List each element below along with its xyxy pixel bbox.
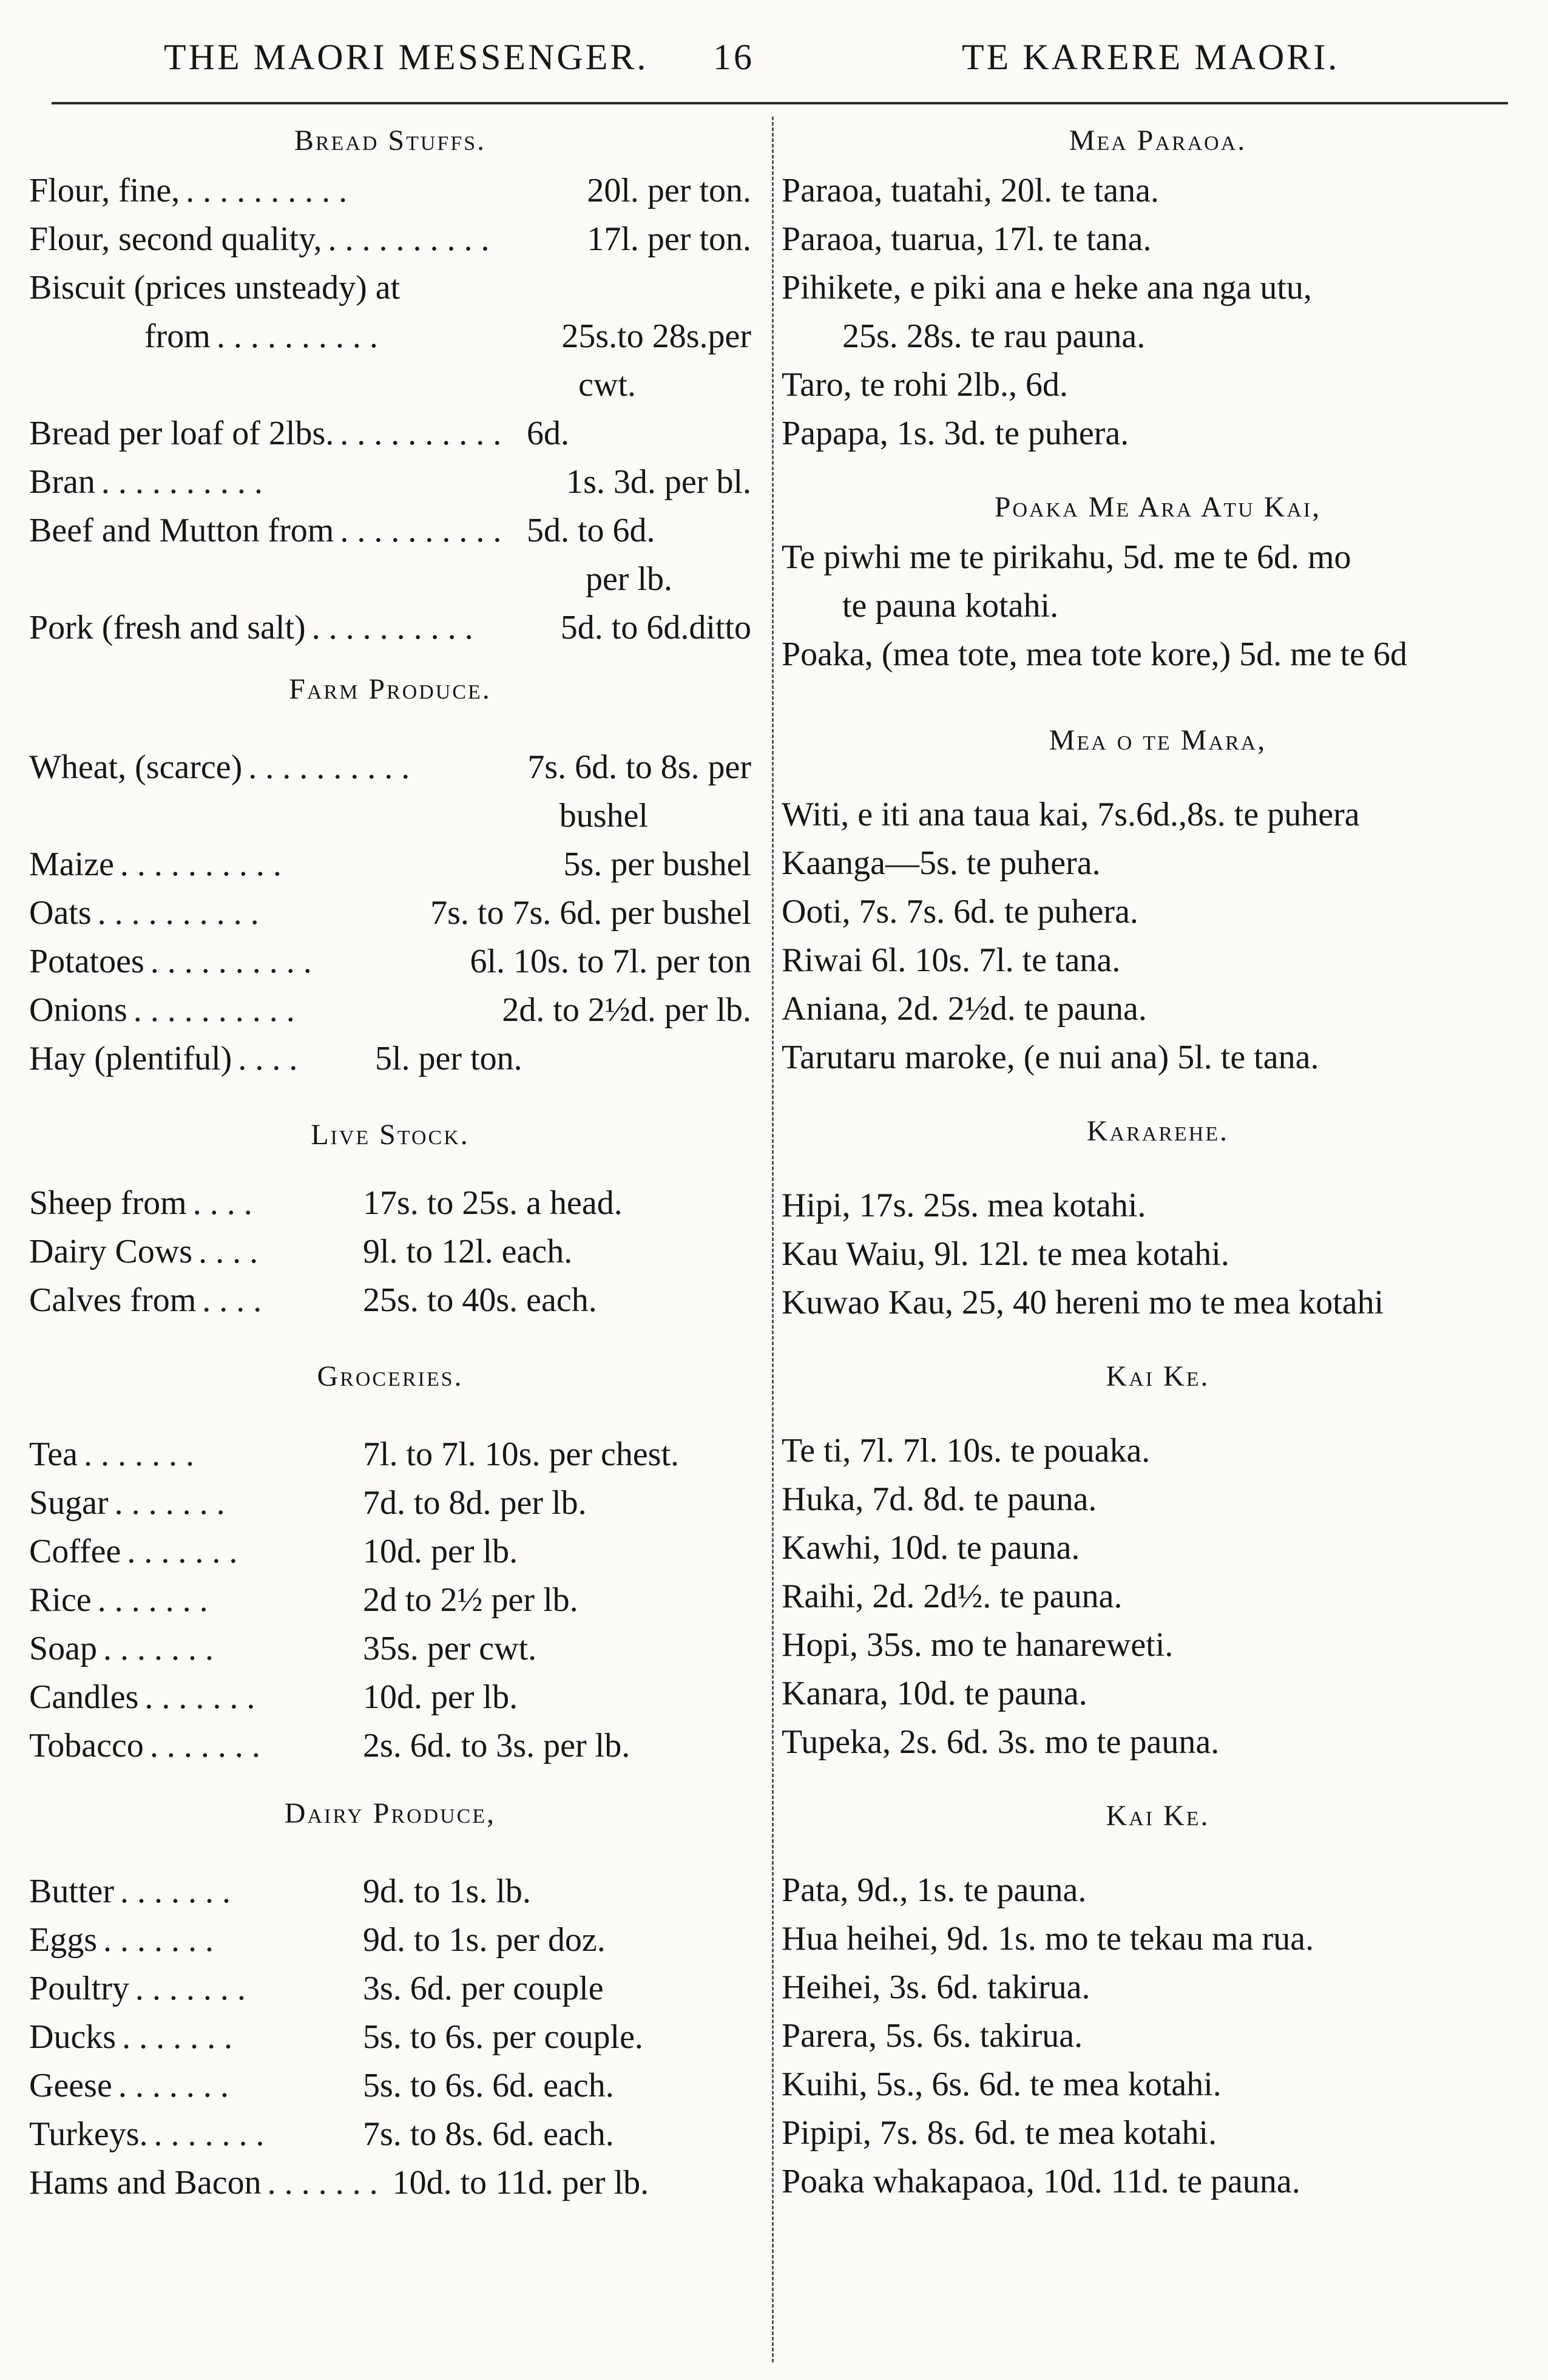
page-number: 16 — [713, 37, 754, 77]
item-price: 9d. to 1s. lb. — [363, 1873, 531, 1910]
section-title: Kai Ke. — [1106, 1360, 1210, 1392]
item-name: Hams and Bacon — [29, 2164, 262, 2202]
price-row: from .......... 25s.to 28s.per — [29, 312, 751, 361]
item-name: Geese — [29, 2067, 112, 2104]
price-continuation: bushel — [559, 797, 648, 835]
price-row: Flour, second quality, .......... 17l. per ton. — [29, 215, 751, 263]
maori-line: Hipi, 17s. 25s. mea kotahi. — [782, 1187, 1146, 1224]
item-price: 35s. per cwt. — [363, 1630, 537, 1667]
price-row: Beef and Mutton from .......... 5d. to 6d. — [29, 506, 751, 555]
item-name: Butter — [29, 1873, 114, 1910]
item-price: 5s. per bushel — [563, 846, 751, 883]
maori-line: Kuihi, 5s., 6s. 6d. te mea kotahi. — [782, 2066, 1222, 2103]
price-row: Pork (fresh and salt) .......... 5d. to 6d.ditto — [29, 603, 751, 652]
english-column — [29, 115, 751, 2207]
section-dairy-produce — [29, 1788, 751, 2207]
item-price: 2s. 6d. to 3s. per lb. — [363, 1727, 630, 1765]
header-rule — [52, 102, 1508, 104]
maori-line: Pipipi, 7s. 8s. 6d. te mea kotahi. — [782, 2114, 1217, 2152]
maori-line: Kaanga—5s. te puhera. — [782, 844, 1101, 882]
item-name: Calves from — [29, 1281, 197, 1319]
item-price: 5l. per ton. — [375, 1040, 522, 1077]
section-title: Farm Produce. — [289, 673, 492, 705]
maori-line: Poaka, (mea tote, mea tote kore,) 5d. me te 6d — [782, 636, 1407, 673]
section-poaka — [782, 482, 1534, 679]
maori-line: Paraoa, tuatahi, 20l. te tana. — [782, 172, 1159, 209]
maori-line: Te ti, 7l. 7l. 10s. te pouaka. — [782, 1432, 1151, 1470]
maori-line: Kau Waiu, 9l. 12l. te mea kotahi. — [782, 1235, 1229, 1273]
price-row: Tobacco ....... 2s. 6d. to 3s. per lb. — [29, 1721, 751, 1770]
item-name: from — [144, 317, 211, 355]
item-price: 7l. to 7l. 10s. per chest. — [363, 1436, 680, 1473]
item-price: 6d. — [527, 415, 569, 452]
item-name: Rice — [29, 1581, 92, 1619]
price-row: Bran .......... 1s. 3d. per bl. — [29, 458, 751, 506]
section-title: Dairy Produce, — [284, 1797, 496, 1829]
maori-line: Heihei, 3s. 6d. takirua. — [782, 1968, 1090, 2006]
section-title: Mea o te Mara, — [1049, 724, 1267, 756]
price-row: Eggs ....... 9d. to 1s. per doz. — [29, 1916, 751, 1964]
price-continuation: per lb. — [585, 560, 672, 598]
price-row: Onions .......... 2d. to 2½d. per lb. — [29, 986, 751, 1034]
maori-line: Ooti, 7s. 7s. 6d. te puhera. — [782, 893, 1138, 931]
item-price: 3s. 6d. per couple — [363, 1970, 604, 2007]
item-name: Sugar — [29, 1484, 109, 1522]
item-name: Flour, second quality, — [29, 220, 322, 258]
maori-line: Paraoa, tuarua, 17l. te tana. — [782, 220, 1152, 258]
maori-line: Tarutaru maroke, (e nui ana) 5l. te tana. — [782, 1039, 1319, 1076]
section-title: Live Stock. — [311, 1119, 470, 1151]
maori-column — [782, 115, 1534, 2206]
price-row: Tea ....... 7l. to 7l. 10s. per chest. — [29, 1430, 751, 1479]
price-row: Coffee ....... 10d. per lb. — [29, 1527, 751, 1576]
item-name: Bran — [29, 463, 95, 501]
maori-line: Aniana, 2d. 2½d. te pauna. — [782, 990, 1147, 1028]
price-row: Sugar ....... 7d. to 8d. per lb. — [29, 1479, 751, 1527]
item-price: 10d. per lb. — [363, 1533, 518, 1570]
item-name: Wheat, (scarce) — [29, 748, 243, 786]
maori-line: Riwai 6l. 10s. 7l. te tana. — [782, 941, 1121, 979]
item-price: 7s. to 7s. 6d. per bushel — [430, 894, 751, 932]
item-name: Soap — [29, 1630, 97, 1667]
item-name: Onions — [29, 991, 127, 1029]
maori-line: Taro, te rohi 2lb., 6d. — [782, 366, 1068, 404]
price-row: Rice ....... 2d to 2½ per lb. — [29, 1576, 751, 1624]
header-english-title: THE MAORI MESSENGER. — [164, 37, 649, 77]
maori-line: Parera, 5s. 6s. takirua. — [782, 2017, 1083, 2055]
item-price: 25s.to 28s.per — [561, 317, 751, 355]
price-row: Turkeys. ....... 7s. to 8s. 6d. each. — [29, 2110, 751, 2158]
price-row: Butter ....... 9d. to 1s. lb. — [29, 1867, 751, 1916]
page-header — [0, 36, 1548, 91]
item-name: Ducks — [29, 2018, 117, 2056]
item-name: Potatoes — [29, 943, 144, 980]
price-row: Dairy Cows .... 9l. to 12l. each. — [29, 1227, 751, 1276]
price-row: Hay (plentiful) .... 5l. per ton. — [29, 1034, 751, 1083]
item-price: 10d. to 11d. per lb. — [392, 2164, 649, 2202]
price-row: Oats .......... 7s. to 7s. 6d. per bushel — [29, 889, 751, 937]
price-row: Maize .......... 5s. per bushel — [29, 840, 751, 889]
item-name: Beef and Mutton from — [29, 512, 334, 549]
maori-line: Te piwhi me te pirikahu, 5d. me te 6d. mo — [782, 538, 1351, 576]
section-kararehe — [782, 1106, 1534, 1327]
item-name: Bread per loaf of 2lbs. — [29, 415, 334, 452]
item-price: 5d. to 6d.ditto — [560, 609, 751, 646]
item-name: Dairy Cows — [29, 1233, 193, 1270]
price-row: Hams and Bacon ....... 10d. to 11d. per lb. — [29, 2158, 751, 2207]
price-row: Soap ....... 35s. per cwt. — [29, 1624, 751, 1673]
price-row: Bread per loaf of 2lbs. .......... 6d. — [29, 409, 751, 458]
maori-line: Kawhi, 10d. te pauna. — [782, 1529, 1080, 1567]
item-price: 20l. per ton. — [587, 172, 751, 209]
item-price: 9l. to 12l. each. — [363, 1233, 573, 1270]
maori-line: Raihi, 2d. 2d½. te pauna. — [782, 1578, 1123, 1615]
item-price: 7d. to 8d. per lb. — [363, 1484, 587, 1522]
item-price: 17s. to 25s. a head. — [363, 1184, 623, 1222]
price-row: Ducks ....... 5s. to 6s. per couple. — [29, 2013, 751, 2061]
item-name: Poultry — [29, 1970, 129, 2007]
item-price: 6l. 10s. to 7l. per ton — [470, 943, 751, 980]
section-title: Bread Stuffs. — [294, 124, 487, 157]
item-name: Oats — [29, 894, 92, 932]
maori-line: Witi, e iti ana taua kai, 7s.6d.,8s. te puhera — [782, 796, 1360, 833]
section-bread-stuffs — [29, 115, 751, 652]
section-title: Kararehe. — [1086, 1115, 1229, 1147]
item-price: 25s. to 40s. each. — [363, 1281, 597, 1319]
section-title: Kai Ke. — [1106, 1800, 1210, 1832]
header-maori-title: TE KARERE MAORI. — [962, 37, 1340, 77]
maori-line: Pihikete, e piki ana e heke ana nga utu, — [782, 269, 1312, 307]
column-divider — [772, 117, 774, 2362]
item-price: 5s. to 6s. 6d. each. — [363, 2067, 614, 2104]
maori-line: Kanara, 10d. te pauna. — [782, 1675, 1087, 1712]
maori-line: Kuwao Kau, 25, 40 hereni mo te mea kotahi — [782, 1284, 1384, 1321]
price-row: Sheep from .... 17s. to 25s. a head. — [29, 1179, 751, 1227]
item-name: Flour, fine, — [29, 172, 180, 209]
item-price: 2d to 2½ per lb. — [363, 1581, 578, 1619]
section-kai-ke-groceries — [782, 1351, 1534, 1766]
item-price: 9d. to 1s. per doz. — [363, 1921, 606, 1959]
maori-line: Tupeka, 2s. 6d. 3s. mo te pauna. — [782, 1723, 1220, 1761]
item-name: Tobacco — [29, 1727, 144, 1765]
item-name: Eggs — [29, 1921, 97, 1959]
item-name: Hay (plentiful) — [29, 1040, 232, 1077]
item-price: 1s. 3d. per bl. — [566, 463, 751, 501]
section-mea-paraoa — [782, 115, 1534, 458]
price-row — [29, 263, 751, 312]
item-price: 7s. 6d. to 8s. per — [527, 748, 751, 786]
item-name: Coffee — [29, 1533, 121, 1570]
item-name: Maize — [29, 846, 114, 883]
price-continuation: cwt. — [578, 366, 636, 404]
item-name: Candles — [29, 1678, 139, 1716]
price-row: Poultry ....... 3s. 6d. per couple — [29, 1964, 751, 2013]
price-row: Potatoes .......... 6l. 10s. to 7l. per ton — [29, 937, 751, 986]
maori-line: Huka, 7d. 8d. te pauna. — [782, 1480, 1097, 1518]
item-name: Tea — [29, 1436, 78, 1473]
maori-line: Hopi, 35s. mo te hanareweti. — [782, 1626, 1174, 1664]
price-row: Flour, fine, .......... 20l. per ton. — [29, 166, 751, 215]
item-price: 7s. to 8s. 6d. each. — [363, 2115, 614, 2153]
section-title: Mea Paraoa. — [1069, 124, 1247, 157]
price-row: Calves from .... 25s. to 40s. each. — [29, 1276, 751, 1324]
item-price: 5s. to 6s. per couple. — [363, 2018, 643, 2056]
price-row: Geese ....... 5s. to 6s. 6d. each. — [29, 2061, 751, 2110]
item-price: 17l. per ton. — [587, 220, 751, 258]
item-name: Sheep from — [29, 1184, 187, 1222]
item-name: Turkeys. — [29, 2115, 148, 2153]
price-row: Candles ....... 10d. per lb. — [29, 1673, 751, 1721]
item-name: Pork (fresh and salt) — [29, 609, 306, 646]
maori-line: Poaka whakapaoa, 10d. 11d. te pauna. — [782, 2163, 1300, 2200]
section-live-stock — [29, 1110, 751, 1324]
section-title: Poaka Me Ara Atu Kai, — [994, 491, 1322, 523]
section-mea-o-te-mara — [782, 715, 1534, 1082]
maori-line: te pauna kotahi. — [842, 587, 1059, 625]
maori-line: Pata, 9d., 1s. te pauna. — [782, 1871, 1087, 1909]
price-row: Wheat, (scarce) .......... 7s. 6d. to 8s. per — [29, 743, 751, 792]
maori-line: 25s. 28s. te rau pauna. — [842, 317, 1146, 355]
section-kai-ke-dairy — [782, 1791, 1534, 2206]
section-groceries — [29, 1351, 751, 1770]
maori-line: Papapa, 1s. 3d. te puhera. — [782, 415, 1129, 452]
item-price: 5d. to 6d. — [527, 512, 655, 549]
section-farm-produce — [29, 664, 751, 1083]
item-price: 2d. to 2½d. per lb. — [502, 991, 751, 1029]
item-name: Biscuit (prices unsteady) at — [29, 269, 401, 307]
section-title: Groceries. — [317, 1360, 464, 1392]
item-price: 10d. per lb. — [363, 1678, 518, 1716]
maori-line: Hua heihei, 9d. 1s. mo te tekau ma rua. — [782, 1920, 1314, 1958]
